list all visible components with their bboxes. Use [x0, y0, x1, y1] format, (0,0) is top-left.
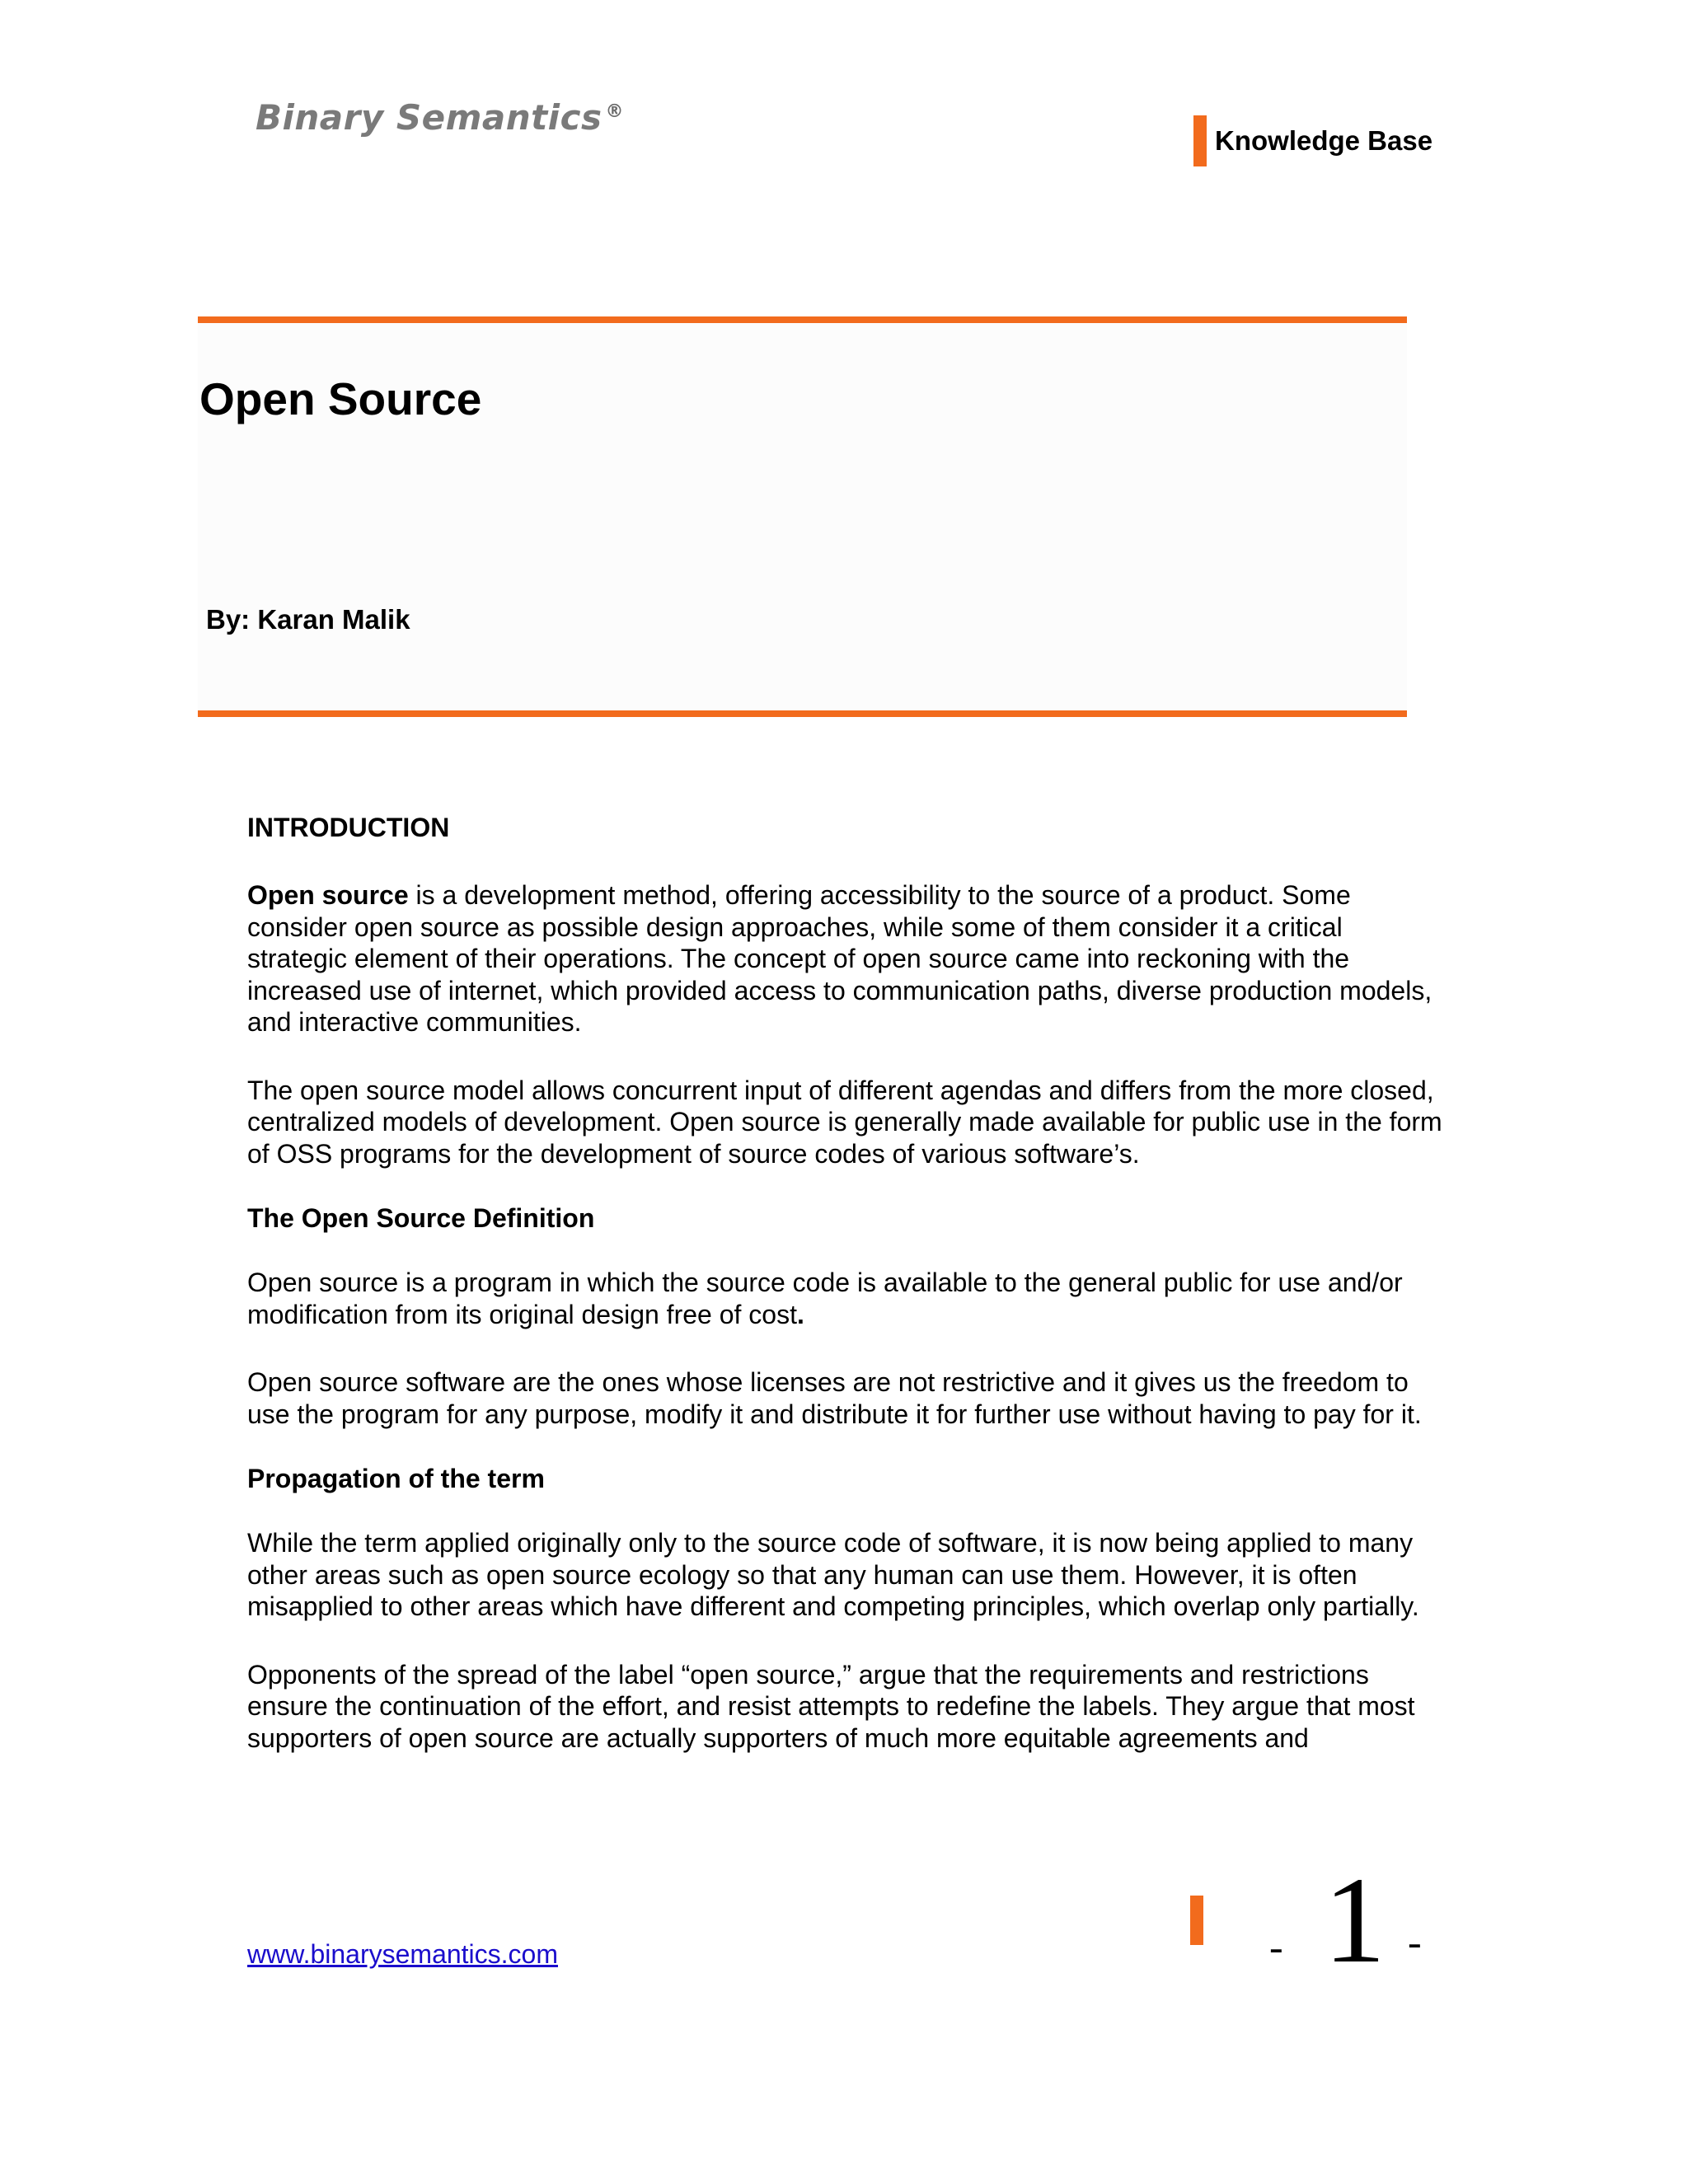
website-link[interactable]: www.binarysemantics.com	[247, 1939, 558, 1969]
heading-definition: The Open Source Definition	[247, 1203, 595, 1233]
logo-text: Binary Semantics	[256, 97, 603, 138]
heading-propagation: Propagation of the term	[247, 1464, 545, 1493]
page-dash-left: -	[1269, 1924, 1283, 1970]
heading-introduction: INTRODUCTION	[247, 813, 450, 842]
page-number-digit: 1	[1324, 1852, 1386, 1989]
bold-term: Open source	[247, 880, 409, 910]
accent-bar	[1193, 115, 1207, 166]
paragraph-definition-2: Open source software are the ones whose licenses are not restrictive and it gives us the freedom to use the program for any purpose, modify it and distribute it for further use without having to pay for it.	[247, 1367, 1422, 1429]
author-byline: By: Karan Malik	[206, 604, 410, 635]
paragraph-definition-1: Open source is a program in which the source code is available to the general public for use and/or modification from its original design free of cost.	[247, 1268, 1403, 1329]
title-rule-bottom	[198, 710, 1407, 717]
paragraph-propagation-1: While the term applied originally only to the source code of software, it is now being applied to many other areas such as open source ecology so that any human can use them. However, it is often misapplied to other areas which have different and competing principles, which overlap only partially.	[247, 1528, 1419, 1621]
page-dash-right: -	[1408, 1919, 1422, 1965]
page-number	[1269, 1852, 1434, 1990]
title-rule-top	[198, 316, 1407, 323]
registered-mark: ®	[605, 101, 624, 122]
company-logo	[256, 97, 624, 138]
footer-accent-bar	[1190, 1896, 1203, 1945]
paragraph-intro-1: Open source is a development method, offering accessibility to the source of a product. Some consider open source as possible design approaches, while some of them consider it a critical strategic element of their operations. The concept of open source came into reckoning with the increased use of internet, which provided access to communication paths, diverse production models, and interactive communities.	[247, 880, 1432, 1037]
document-body	[247, 812, 1447, 1754]
knowledge-base-tag	[1193, 115, 1432, 166]
paragraph-intro-2: The open source model allows concurrent input of different agendas and differs from the more closed, centralized models of development. Open source is generally made available for public use in the form of OSS programs for the development of source codes of various software’s.	[247, 1075, 1442, 1169]
section-label: Knowledge Base	[1215, 125, 1433, 156]
paragraph-propagation-2: Opponents of the spread of the label “open source,” argue that the requirements and restrictions ensure the continuation of the effort, and resist attempts to redefine the labels. They argue that most supporters of open source are actually supporters of much more equitable agreements and	[247, 1659, 1415, 1753]
document-title: Open Source	[199, 373, 482, 424]
